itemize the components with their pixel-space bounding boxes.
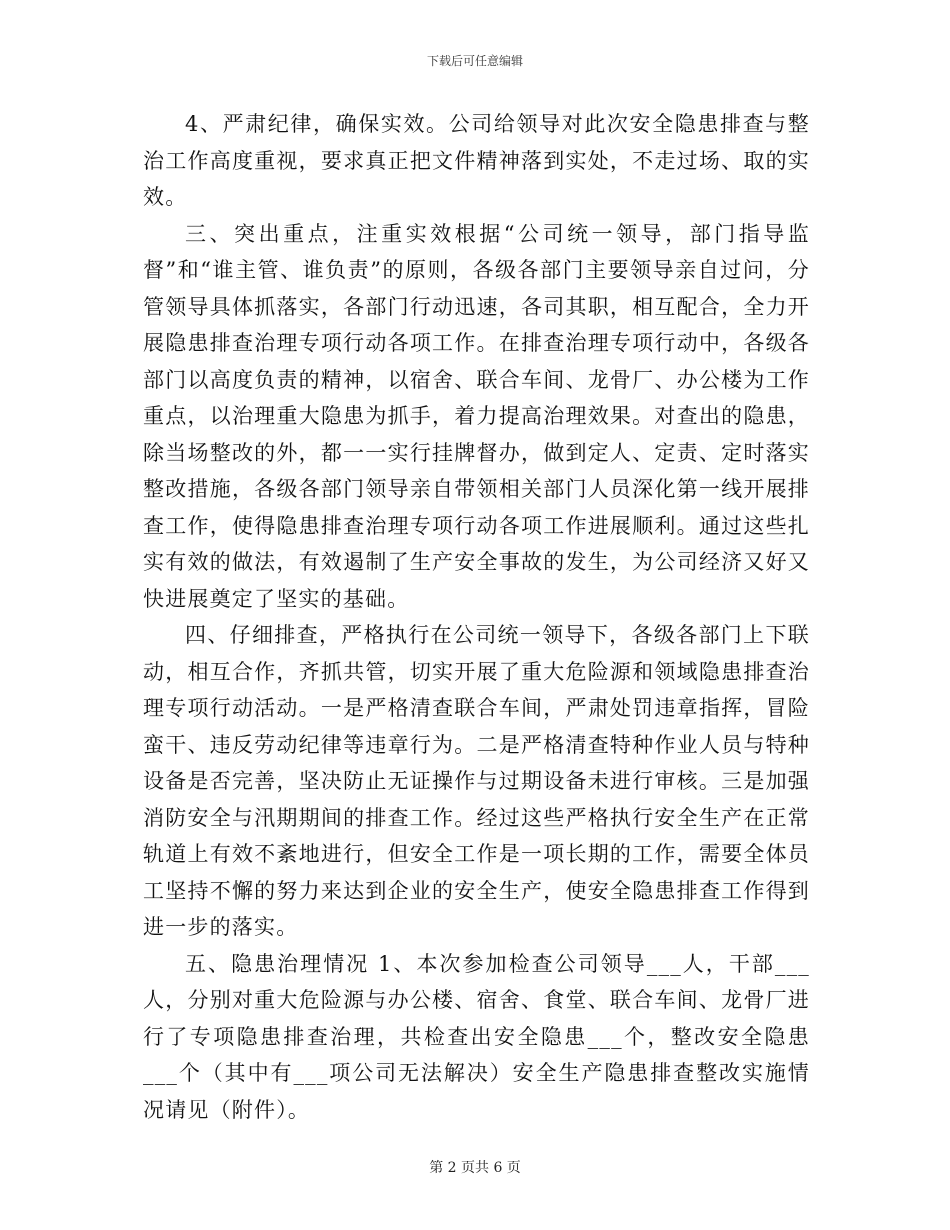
document-body bbox=[143, 106, 810, 1128]
paragraph-hazard-treatment: 五、隐患治理情况 1、本次参加检查公司领导___人，干部___人，分别对重大危险源与办公楼、宿舍、食堂、联合车间、龙骨厂进行了专项隐患排查治理，共检查出安全隐患___个，整改安全隐患___个（其中有___项公司无法解决）安全生产隐患排查整改实施情况请见（附件）。 bbox=[143, 951, 810, 1122]
paragraph-discipline: 4、严肃纪律，确保实效。公司给领导对此次安全隐患排查与整治工作高度重视，要求真正把文件精神落到实处，不走过场、取的实效。 bbox=[143, 112, 810, 209]
page-header: 下载后可任意编辑 bbox=[426, 54, 523, 68]
page-number: 第 2 页共 6 页 bbox=[429, 1160, 521, 1176]
paragraph-focus-points: 三、突出重点，注重实效根据“公司统一领导，部门指导监督”和“谁主管、谁负责”的原则，各级各部门主要领导亲自过问，分管领导具体抓落实，各部门行动迅速，各司其职，相互配合，全力开展隐患排查治理专项行动各项工作。在排查治理专项行动中，各级各部门以高度负责的精神，以宿舍、联合车间、龙骨厂、办公楼为工作重点，以治理重大隐患为抓手，着力提高治理效果。对查出的隐患，除当场整改的外，都一一实行挂牌督办，做到定人、定责、定时落实整改措施，各级各部门领导亲自带领相关部门人员深化第一线开展排查工作，使得隐患排查治理专项行动各项工作进展顺利。通过这些扎实有效的做法，有效遏制了生产安全事故的发生，为公司经济又好又快进展奠定了坚实的基础。 bbox=[143, 221, 810, 611]
paragraph-careful-inspection: 四、仔细排查，严格执行在公司统一领导下，各级各部门上下联动，相互合作，齐抓共管，切实开展了重大危险源和领域隐患排查治理专项行动活动。一是严格清查联合车间，严肃处罚违章指挥，冒险蛮干、违反劳动纪律等违章行为。二是严格清查特种作业人员与特种设备是否完善，坚决防止无证操作与过期设备未进行审核。三是加强消防安全与汛期期间的排查工作。经过这些严格执行安全生产在正常轨道上有效不紊地进行，但安全工作是一项长期的工作，需要全体员工坚持不懈的努力来达到企业的安全生产，使安全隐患排查工作得到进一步的落实。 bbox=[143, 623, 810, 939]
